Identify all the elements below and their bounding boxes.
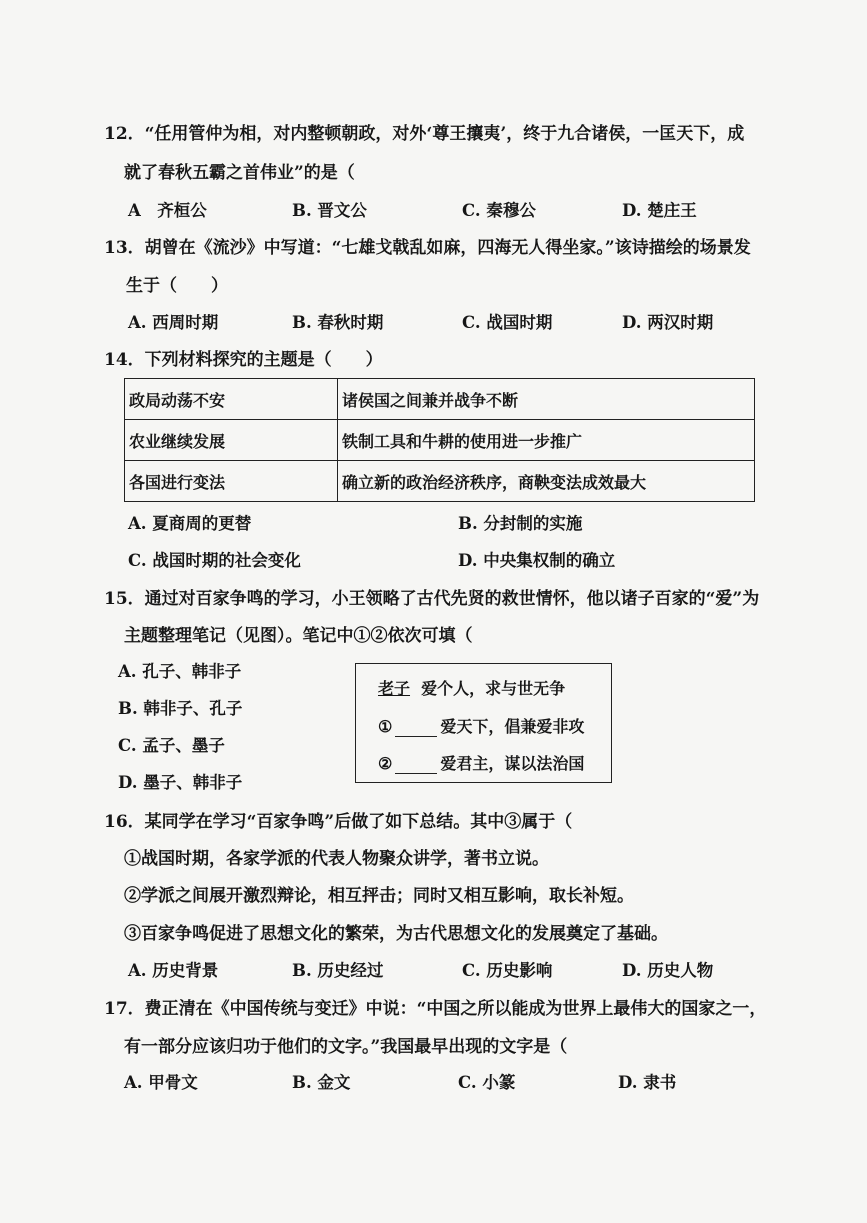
- q14-option-b: B. 分封制的实施: [458, 514, 583, 533]
- q15-stem-line1: 15．通过对百家争鸣的学习，小王领略了古代先贤的救世情怀，他以诸子百家的“爱”为: [104, 589, 760, 609]
- q12-option-c: C. 秦穆公: [462, 201, 536, 220]
- q14-option-c: C. 战国时期的社会变化: [128, 551, 301, 570]
- table-cell: 农业继续发展: [125, 420, 338, 461]
- table-cell: 铁制工具和牛耕的使用进一步推广: [338, 420, 755, 461]
- q13-option-a: A. 西周时期: [128, 313, 219, 332]
- q13-option-d: D. 两汉时期: [622, 313, 714, 332]
- q16-statement-3: ③百家争鸣促进了思想文化的繁荣，为古代思想文化的发展奠定了基础。: [124, 924, 668, 944]
- q14-stem: 14．下列材料探究的主题是（ ）: [104, 350, 383, 370]
- note-row3-blank: [395, 757, 437, 774]
- table-row: [125, 461, 755, 502]
- note-row3-text: 爱君主，谋以法治国: [440, 754, 585, 773]
- q17-stem-line2: 有一部分应该归功于他们的文字。”我国最早出现的文字是（: [124, 1037, 568, 1057]
- table-row: [125, 379, 755, 420]
- q15-option-b: B. 韩非子、孔子: [118, 699, 243, 718]
- q14-material-table: [124, 378, 755, 502]
- q13-option-c: C. 战国时期: [462, 313, 553, 332]
- note-row1-name: 老子: [378, 679, 411, 698]
- q15-note-box: [355, 663, 612, 783]
- note-row-3: [378, 751, 584, 774]
- q15-option-d: D. 墨子、韩非子: [118, 773, 243, 792]
- q12-option-a: A 齐桓公: [128, 201, 207, 220]
- table-cell: 各国进行变法: [125, 461, 338, 502]
- table-cell: 确立新的政治经济秩序，商鞅变法成效最大: [338, 461, 755, 502]
- note-row1-text: 爱个人，求与世无争: [421, 679, 566, 698]
- note-row2-mark: ①: [378, 717, 393, 736]
- table-row: [125, 420, 755, 461]
- q16-option-d: D. 历史人物: [622, 961, 714, 980]
- q14-option-a: A. 夏商周的更替: [128, 514, 252, 533]
- note-row-1: [378, 676, 565, 699]
- q16-option-a: A. 历史背景: [128, 961, 219, 980]
- q13-stem-line2: 生于（ ）: [126, 276, 228, 296]
- q13-option-b: B. 春秋时期: [292, 313, 384, 332]
- q15-option-c: C. 孟子、墨子: [118, 736, 225, 755]
- note-row2-blank: [395, 720, 437, 737]
- q13-stem-line1: 13．胡曾在《流沙》中写道：“七雄戈戟乱如麻，四海无人得坐家。”该诗描绘的场景发: [104, 238, 751, 258]
- q17-option-b: B. 金文: [292, 1073, 351, 1092]
- note-row-2: [378, 714, 584, 737]
- q16-statement-1: ①战国时期，各家学派的代表人物聚众讲学，著书立说。: [124, 849, 549, 869]
- q12-stem-line2: 就了春秋五霸之首伟业”的是（: [124, 163, 355, 183]
- q15-stem-line2: 主题整理笔记（见图）。笔记中①②依次可填（: [124, 626, 473, 646]
- q17-option-d: D. 隶书: [618, 1073, 677, 1092]
- note-row2-text: 爱天下，倡兼爱非攻: [440, 717, 585, 736]
- q17-stem-line1: 17．费正清在《中国传统与变迁》中说：“中国之所以能成为世界上最伟大的国家之一，: [104, 999, 767, 1019]
- q12-option-b: B. 晋文公: [292, 201, 367, 220]
- q12-stem-line1: 12．“任用管仲为相，对内整顿朝政，对外‘尊王攘夷’，终于九合诸侯，一匡天下，成: [104, 124, 745, 144]
- q15-option-a: A. 孔子、韩非子: [118, 662, 242, 681]
- table-cell: 政局动荡不安: [125, 379, 338, 420]
- q16-statement-2: ②学派之间展开激烈辩论，相互抨击；同时又相互影响，取长补短。: [124, 886, 634, 906]
- q12-option-d: D. 楚庄王: [622, 201, 697, 220]
- q16-option-b: B. 历史经过: [292, 961, 384, 980]
- table-cell: 诸侯国之间兼并战争不断: [338, 379, 755, 420]
- q17-option-c: C. 小篆: [458, 1073, 516, 1092]
- q17-option-a: A. 甲骨文: [124, 1073, 198, 1092]
- note-row3-mark: ②: [378, 754, 393, 773]
- q16-option-c: C. 历史影响: [462, 961, 553, 980]
- q14-option-d: D. 中央集权制的确立: [458, 551, 616, 570]
- q16-stem: 16．某同学在学习“百家争鸣”后做了如下总结。其中③属于（: [104, 812, 573, 832]
